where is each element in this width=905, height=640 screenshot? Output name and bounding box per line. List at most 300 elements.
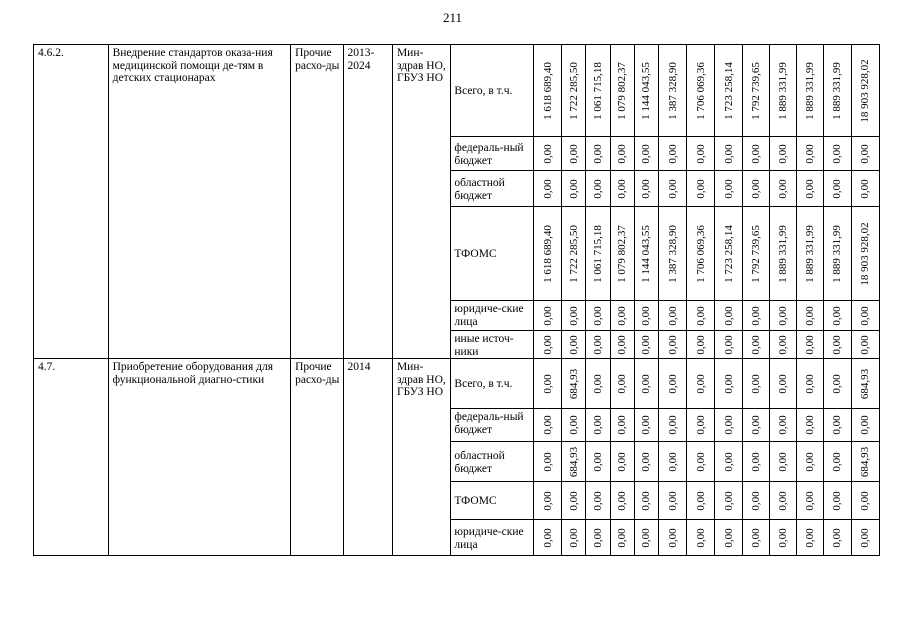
value-cell: [659, 442, 687, 482]
value-text: 0,00: [804, 527, 817, 548]
value-text: 0,00: [616, 373, 629, 394]
value-text: 0,00: [694, 490, 707, 511]
value-text: 0,00: [640, 451, 653, 472]
value-text: 684,93: [567, 368, 580, 399]
value-text: 0,00: [567, 305, 580, 326]
value-cell: [586, 45, 610, 137]
value-cell: [586, 331, 610, 359]
value-cell: [769, 301, 796, 331]
value-cell: [634, 301, 658, 331]
value-cell: [851, 301, 879, 331]
value-cell: [562, 45, 586, 137]
value-cell: [634, 137, 658, 171]
value-cell: [610, 359, 634, 409]
value-text: 0,00: [541, 490, 554, 511]
value-text: 0,00: [567, 415, 580, 435]
value-cell: [824, 171, 851, 207]
value-cell: [534, 442, 562, 482]
value-text: 0,00: [567, 527, 580, 548]
value-cell: [715, 442, 742, 482]
value-text: 0,00: [567, 490, 580, 511]
value-text: 0,00: [592, 451, 605, 472]
value-cell: [824, 520, 851, 556]
value-text: 0,00: [777, 490, 790, 511]
value-text: 0,00: [640, 490, 653, 511]
value-text: 0,00: [666, 305, 679, 326]
value-text: 0,00: [694, 178, 707, 199]
value-text: 0,00: [694, 305, 707, 326]
value-cell: [562, 442, 586, 482]
value-cell: [742, 331, 769, 359]
value-text: 0,00: [831, 178, 844, 199]
value-text: 0,00: [666, 334, 679, 355]
table-row: [34, 45, 880, 137]
item-name: Внедрение стандартов оказа-ния медицинской помощи де-тям в детских стационарах: [108, 45, 291, 359]
value-cell: [562, 137, 586, 171]
value-cell: [742, 45, 769, 137]
value-text: 0,00: [616, 178, 629, 199]
value-cell: [534, 301, 562, 331]
value-text: 1 889 331,99: [831, 224, 844, 283]
value-text: 0,00: [541, 334, 554, 355]
value-text: 0,00: [749, 305, 762, 326]
value-cell: [634, 207, 658, 301]
value-text: 1 889 331,99: [831, 61, 844, 120]
value-text: 0,00: [666, 451, 679, 472]
value-cell: [797, 482, 824, 520]
value-text: 0,00: [831, 305, 844, 326]
value-text: 0,00: [804, 415, 817, 435]
value-text: 0,00: [722, 527, 735, 548]
value-text: 0,00: [666, 490, 679, 511]
value-cell: [824, 207, 851, 301]
value-cell: [610, 301, 634, 331]
value-cell: [562, 409, 586, 442]
value-cell: [534, 409, 562, 442]
value-text: 0,00: [640, 334, 653, 355]
value-cell: [634, 45, 658, 137]
value-cell: [715, 331, 742, 359]
value-cell: [562, 520, 586, 556]
value-cell: [634, 482, 658, 520]
source-label: Всего, в т.ч.: [451, 45, 534, 137]
value-text: 1 723 258,14: [722, 224, 735, 283]
value-cell: [769, 331, 796, 359]
value-cell: [687, 301, 715, 331]
value-text: 1 387 328,90: [666, 224, 679, 283]
value-text: 0,00: [541, 415, 554, 435]
value-text: 0,00: [541, 305, 554, 326]
value-text: 0,00: [722, 143, 735, 164]
value-cell: [687, 207, 715, 301]
value-cell: [634, 409, 658, 442]
value-text: 0,00: [749, 527, 762, 548]
value-cell: [715, 482, 742, 520]
value-text: 0,00: [804, 490, 817, 511]
value-text: 0,00: [804, 143, 817, 164]
value-text: 1 618 689,40: [541, 61, 554, 120]
value-cell: [797, 301, 824, 331]
value-text: 0,00: [694, 451, 707, 472]
value-cell: [769, 359, 796, 409]
value-text: 1 889 331,99: [777, 61, 790, 120]
value-cell: [824, 331, 851, 359]
value-cell: [715, 409, 742, 442]
value-cell: [851, 520, 879, 556]
value-cell: [534, 137, 562, 171]
value-text: 0,00: [777, 415, 790, 435]
value-cell: [687, 359, 715, 409]
value-text: 0,00: [859, 334, 872, 355]
value-text: 0,00: [616, 415, 629, 435]
value-cell: [634, 442, 658, 482]
value-text: 0,00: [777, 143, 790, 164]
value-text: 0,00: [541, 143, 554, 164]
value-cell: [586, 137, 610, 171]
value-cell: [742, 171, 769, 207]
value-cell: [715, 45, 742, 137]
value-cell: [824, 442, 851, 482]
value-text: 0,00: [859, 415, 872, 435]
budget-table: [33, 44, 880, 556]
expense-type: Прочие расхо-ды: [291, 45, 343, 359]
value-cell: [586, 359, 610, 409]
value-text: 0,00: [666, 178, 679, 199]
value-text: 0,00: [541, 178, 554, 199]
value-text: 0,00: [831, 490, 844, 511]
value-text: 0,00: [749, 451, 762, 472]
value-cell: [687, 137, 715, 171]
value-text: 0,00: [567, 178, 580, 199]
value-cell: [851, 359, 879, 409]
value-text: 0,00: [722, 490, 735, 511]
executor: Мин-здрав НО, ГБУЗ НО: [392, 359, 450, 556]
value-text: 1 722 285,50: [567, 61, 580, 120]
value-text: 1 144 043,55: [640, 224, 653, 283]
value-cell: [797, 520, 824, 556]
value-cell: [659, 409, 687, 442]
value-cell: [797, 171, 824, 207]
value-cell: [851, 137, 879, 171]
value-text: 684,93: [859, 446, 872, 477]
value-text: 0,00: [616, 334, 629, 355]
value-cell: [687, 482, 715, 520]
value-cell: [769, 171, 796, 207]
value-text: 0,00: [567, 143, 580, 164]
value-cell: [769, 482, 796, 520]
value-text: 0,00: [777, 178, 790, 199]
source-label: Всего, в т.ч.: [451, 359, 534, 409]
value-text: 0,00: [694, 373, 707, 394]
value-text: 0,00: [804, 334, 817, 355]
value-text: 0,00: [804, 178, 817, 199]
value-text: 0,00: [640, 178, 653, 199]
value-text: 0,00: [831, 334, 844, 355]
item-code: 4.6.2.: [34, 45, 109, 359]
value-cell: [769, 442, 796, 482]
source-label: ТФОМС: [451, 482, 534, 520]
value-cell: [634, 520, 658, 556]
value-cell: [824, 359, 851, 409]
period: 2014: [343, 359, 392, 556]
value-cell: [742, 482, 769, 520]
value-cell: [851, 45, 879, 137]
value-cell: [562, 171, 586, 207]
value-text: 0,00: [722, 415, 735, 435]
value-cell: [769, 520, 796, 556]
value-cell: [687, 331, 715, 359]
value-text: 0,00: [831, 415, 844, 435]
value-text: 1 079 802,37: [616, 61, 629, 120]
value-text: 0,00: [722, 178, 735, 199]
value-cell: [797, 45, 824, 137]
value-cell: [534, 482, 562, 520]
item-name: Приобретение оборудования для функциональной диагно-стики: [108, 359, 291, 556]
value-text: 0,00: [616, 143, 629, 164]
value-cell: [610, 45, 634, 137]
value-text: 1 792 739,65: [749, 224, 762, 283]
value-cell: [610, 442, 634, 482]
value-text: 0,00: [777, 373, 790, 394]
value-cell: [851, 482, 879, 520]
value-cell: [715, 359, 742, 409]
value-cell: [715, 520, 742, 556]
value-cell: [769, 207, 796, 301]
value-cell: [687, 442, 715, 482]
value-text: 0,00: [616, 451, 629, 472]
value-text: 1 061 715,18: [592, 61, 605, 120]
value-cell: [610, 482, 634, 520]
value-text: 0,00: [694, 415, 707, 435]
value-text: 0,00: [777, 334, 790, 355]
value-text: 0,00: [831, 451, 844, 472]
value-cell: [769, 409, 796, 442]
value-text: 0,00: [777, 451, 790, 472]
value-text: 0,00: [567, 334, 580, 355]
source-label: областной бюджет: [451, 442, 534, 482]
value-cell: [659, 207, 687, 301]
value-text: 0,00: [859, 305, 872, 326]
value-text: 0,00: [592, 373, 605, 394]
value-cell: [534, 359, 562, 409]
value-text: 0,00: [777, 527, 790, 548]
value-cell: [797, 442, 824, 482]
value-text: 0,00: [592, 143, 605, 164]
value-cell: [851, 331, 879, 359]
value-text: 0,00: [666, 415, 679, 435]
value-text: 0,00: [831, 143, 844, 164]
value-text: 0,00: [616, 527, 629, 548]
value-cell: [715, 207, 742, 301]
value-cell: [610, 409, 634, 442]
value-cell: [562, 301, 586, 331]
value-text: 1 723 258,14: [722, 61, 735, 120]
value-cell: [797, 359, 824, 409]
value-cell: [824, 45, 851, 137]
value-text: 0,00: [616, 490, 629, 511]
value-cell: [610, 171, 634, 207]
value-cell: [586, 409, 610, 442]
value-text: 0,00: [666, 143, 679, 164]
value-text: 1 387 328,90: [666, 61, 679, 120]
value-text: 0,00: [749, 415, 762, 435]
value-cell: [610, 520, 634, 556]
value-text: 0,00: [592, 527, 605, 548]
value-text: 1 889 331,99: [804, 61, 817, 120]
value-text: 0,00: [640, 415, 653, 435]
value-cell: [687, 45, 715, 137]
value-cell: [824, 301, 851, 331]
value-cell: [534, 171, 562, 207]
value-text: 0,00: [541, 527, 554, 548]
value-cell: [824, 409, 851, 442]
value-cell: [562, 359, 586, 409]
value-text: 0,00: [640, 527, 653, 548]
value-text: 1 618 689,40: [541, 224, 554, 283]
value-cell: [797, 409, 824, 442]
value-cell: [742, 520, 769, 556]
value-cell: [562, 207, 586, 301]
value-cell: [586, 171, 610, 207]
value-cell: [715, 301, 742, 331]
value-cell: [634, 359, 658, 409]
value-text: 1 792 739,65: [749, 61, 762, 120]
value-text: 0,00: [616, 305, 629, 326]
value-cell: [534, 331, 562, 359]
value-cell: [534, 207, 562, 301]
value-cell: [824, 137, 851, 171]
value-text: 0,00: [804, 373, 817, 394]
value-cell: [687, 171, 715, 207]
value-cell: [797, 137, 824, 171]
value-text: 18 903 928,02: [859, 221, 872, 286]
value-cell: [659, 520, 687, 556]
source-label: областной бюджет: [451, 171, 534, 207]
value-cell: [742, 442, 769, 482]
source-label: федераль-ный бюджет: [451, 137, 534, 171]
value-text: 0,00: [640, 143, 653, 164]
value-cell: [586, 442, 610, 482]
value-text: 684,93: [567, 446, 580, 477]
value-text: 0,00: [592, 305, 605, 326]
value-cell: [715, 171, 742, 207]
value-text: 0,00: [859, 143, 872, 164]
value-cell: [534, 520, 562, 556]
value-text: 0,00: [694, 143, 707, 164]
value-text: 1 144 043,55: [640, 61, 653, 120]
value-text: 0,00: [640, 373, 653, 394]
value-cell: [797, 207, 824, 301]
value-cell: [769, 45, 796, 137]
value-text: 1 889 331,99: [804, 224, 817, 283]
value-cell: [586, 207, 610, 301]
executor: Мин-здрав НО, ГБУЗ НО: [392, 45, 450, 359]
value-text: 0,00: [804, 305, 817, 326]
value-text: 0,00: [749, 143, 762, 164]
value-cell: [562, 331, 586, 359]
value-text: 1 706 069,36: [694, 61, 707, 120]
value-cell: [769, 137, 796, 171]
value-cell: [659, 331, 687, 359]
value-text: 0,00: [722, 451, 735, 472]
value-text: 0,00: [831, 527, 844, 548]
value-text: 0,00: [749, 334, 762, 355]
value-text: 0,00: [831, 373, 844, 394]
expense-type: Прочие расхо-ды: [291, 359, 343, 556]
source-label: ТФОМС: [451, 207, 534, 301]
value-cell: [610, 331, 634, 359]
value-cell: [851, 442, 879, 482]
value-cell: [610, 137, 634, 171]
value-text: 1 706 069,36: [694, 224, 707, 283]
item-code: 4.7.: [34, 359, 109, 556]
value-text: 0,00: [749, 490, 762, 511]
value-text: 0,00: [859, 527, 872, 548]
value-cell: [659, 359, 687, 409]
value-text: 0,00: [722, 305, 735, 326]
value-cell: [659, 137, 687, 171]
value-cell: [562, 482, 586, 520]
value-cell: [687, 520, 715, 556]
value-text: 0,00: [592, 178, 605, 199]
value-text: 0,00: [722, 334, 735, 355]
value-cell: [851, 171, 879, 207]
value-cell: [659, 301, 687, 331]
source-label: юридиче-ские лица: [451, 520, 534, 556]
value-text: 0,00: [541, 373, 554, 394]
value-text: 0,00: [749, 178, 762, 199]
value-cell: [586, 482, 610, 520]
value-cell: [742, 137, 769, 171]
value-text: 1 079 802,37: [616, 224, 629, 283]
value-cell: [797, 331, 824, 359]
value-cell: [851, 207, 879, 301]
value-text: 0,00: [592, 334, 605, 355]
value-text: 18 903 928,02: [859, 58, 872, 123]
value-text: 0,00: [666, 527, 679, 548]
value-cell: [742, 207, 769, 301]
value-text: 0,00: [694, 527, 707, 548]
value-cell: [742, 409, 769, 442]
value-text: 0,00: [804, 451, 817, 472]
source-label: федераль-ный бюджет: [451, 409, 534, 442]
value-text: 0,00: [749, 373, 762, 394]
value-text: 1 889 331,99: [777, 224, 790, 283]
value-text: 1 722 285,50: [567, 224, 580, 283]
value-cell: [586, 301, 610, 331]
value-text: 0,00: [640, 305, 653, 326]
value-cell: [659, 171, 687, 207]
value-text: 0,00: [694, 334, 707, 355]
value-cell: [715, 137, 742, 171]
source-label: юридиче-ские лица: [451, 301, 534, 331]
value-cell: [634, 331, 658, 359]
value-cell: [610, 207, 634, 301]
value-cell: [586, 520, 610, 556]
value-cell: [659, 482, 687, 520]
value-text: 0,00: [541, 451, 554, 472]
value-cell: [534, 45, 562, 137]
value-text: 1 061 715,18: [592, 224, 605, 283]
value-text: 0,00: [722, 373, 735, 394]
value-text: 0,00: [859, 178, 872, 199]
value-text: 0,00: [592, 415, 605, 435]
value-text: 0,00: [859, 490, 872, 511]
value-cell: [659, 45, 687, 137]
value-text: 684,93: [859, 368, 872, 399]
value-cell: [824, 482, 851, 520]
value-text: 0,00: [666, 373, 679, 394]
